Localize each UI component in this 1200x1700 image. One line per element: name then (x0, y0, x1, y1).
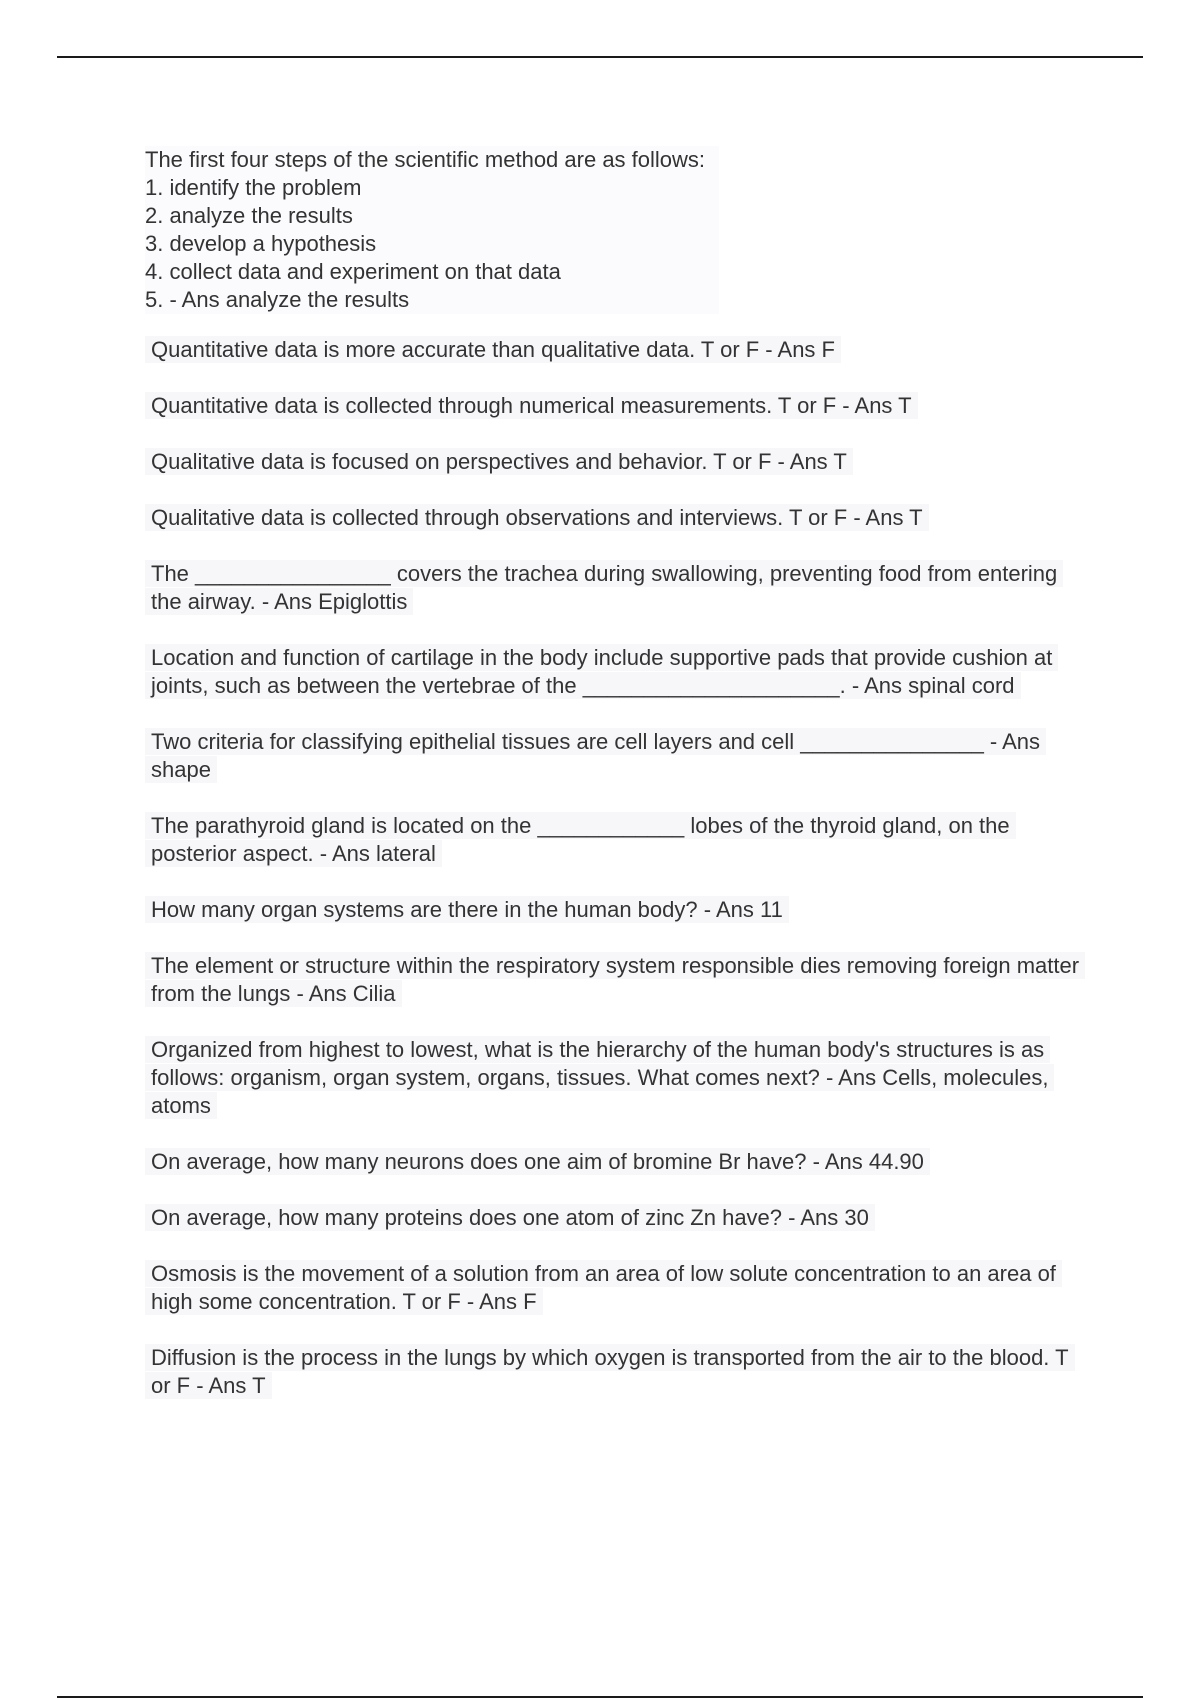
question-text: Two criteria for classifying epithelial tissues are cell layers and cell _______________ - Ans shape (145, 728, 1046, 783)
question-text: Quantitative data is more accurate than qualitative data. T or F - Ans F (145, 336, 841, 363)
question-text: How many organ systems are there in the human body? - Ans 11 (145, 896, 789, 923)
question-item (145, 896, 1090, 924)
question-item (145, 448, 1090, 476)
question-text: Diffusion is the process in the lungs by which oxygen is transported from the air to the blood. T or F - Ans T (145, 1344, 1075, 1399)
question-text: The ________________ covers the trachea during swallowing, preventing food from entering the airway. - Ans Epiglottis (145, 560, 1063, 615)
question-item (145, 1036, 1090, 1120)
bottom-divider (57, 1696, 1143, 1698)
question-text: Location and function of cartilage in the body include supportive pads that provide cushion at joints, such as between the vertebrae of the _____________________. - Ans spinal cord (145, 644, 1058, 699)
question-item (145, 644, 1090, 700)
intro-step-2: 2. analyze the results (145, 203, 353, 228)
question-item (145, 1260, 1090, 1316)
intro-step-3: 3. develop a hypothesis (145, 231, 377, 256)
question-text: Quantitative data is collected through numerical measurements. T or F - Ans T (145, 392, 918, 419)
intro-heading: The first four steps of the scientific method are as follows: (145, 147, 706, 172)
question-item (145, 392, 1090, 420)
question-item (145, 1204, 1090, 1232)
question-item (145, 504, 1090, 532)
question-item (145, 560, 1090, 616)
intro-step-1: 1. identify the problem (145, 175, 362, 200)
question-item (145, 1344, 1090, 1400)
question-text: Qualitative data is focused on perspectives and behavior. T or F - Ans T (145, 448, 853, 475)
question-text: On average, how many proteins does one atom of zinc Zn have? - Ans 30 (145, 1204, 875, 1231)
scientific-method-block (145, 146, 719, 314)
question-text: On average, how many neurons does one aim of bromine Br have? - Ans 44.90 (145, 1148, 930, 1175)
question-text: The element or structure within the respiratory system responsible dies removing foreign matter from the lungs - Ans Cilia (145, 952, 1085, 1007)
intro-step-4: 4. collect data and experiment on that data (145, 259, 561, 284)
question-text: Qualitative data is collected through observations and interviews. T or F - Ans T (145, 504, 929, 531)
question-item (145, 952, 1090, 1008)
question-item (145, 336, 1090, 364)
document-body (145, 146, 1090, 1428)
intro-step-5: 5. - Ans analyze the results (145, 287, 410, 312)
question-item (145, 812, 1090, 868)
top-divider (57, 56, 1143, 58)
question-text: The parathyroid gland is located on the ____________ lobes of the thyroid gland, on the posterior aspect. - Ans lateral (145, 812, 1016, 867)
question-item (145, 1148, 1090, 1176)
question-text: Organized from highest to lowest, what is the hierarchy of the human body's structures is as follows: organism, organ system, organs, tissues. What comes next? - Ans Cells, molecules, atoms (145, 1036, 1054, 1119)
question-text: Osmosis is the movement of a solution from an area of low solute concentration to an area of high some concentration. T or F - Ans F (145, 1260, 1062, 1315)
question-item (145, 728, 1090, 784)
